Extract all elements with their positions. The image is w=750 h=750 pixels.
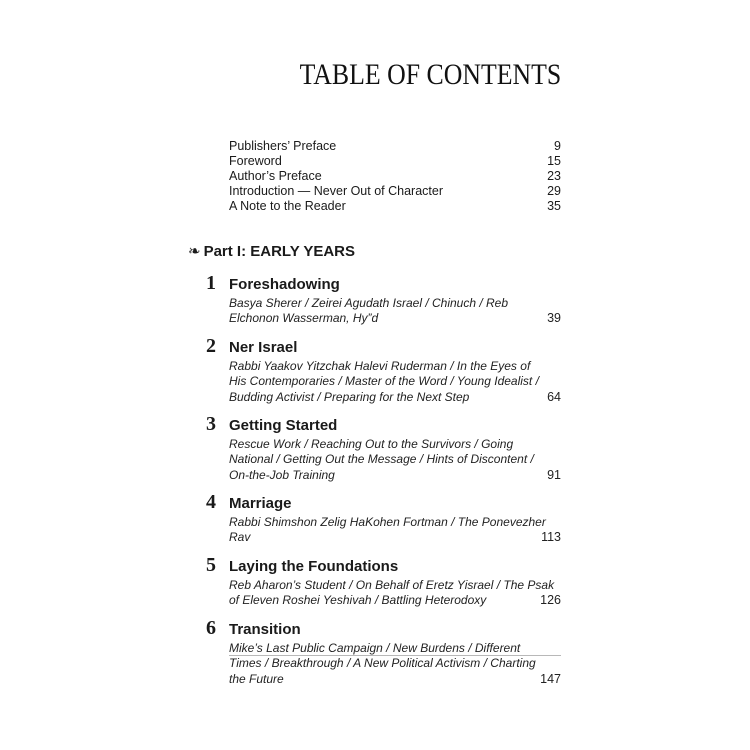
chapter-heading [206,413,561,435]
chapter-heading [206,335,561,357]
entry-page-number: 23 [547,169,561,183]
chapter-entry[interactable] [206,413,561,483]
chapter-description [229,435,561,483]
description-line: Times / Breakthrough / A New Political Activism / Charting [229,656,536,671]
chapter-heading [206,491,561,513]
chapter-entry[interactable] [206,617,561,687]
chapter-number: 1 [206,272,216,294]
chapter-number: 4 [206,491,216,513]
chapter-heading [206,554,561,576]
description-line: Rescue Work / Reaching Out to the Survivors / Going [229,437,514,451]
toc-entry[interactable] [229,184,561,199]
divider-line [229,655,561,656]
description-line: On-the-Job Training [229,467,335,482]
chapter-page-number: 91 [547,467,561,482]
description-line: of Eleven Roshei Yeshivah / Battling Heterodoxy [229,593,487,608]
chapter-title: Getting Started [229,417,338,434]
toc-entry[interactable] [229,139,561,154]
chapter-entry[interactable] [206,491,561,546]
chapter-number: 6 [206,617,216,639]
part-heading-label: Part I: EARLY YEARS [203,242,356,260]
chapter-title: Transition [229,621,301,638]
chapter-heading [206,272,561,294]
description-line: Rabbi Yaakov Yitzchak Halevi Ruderman / In the Eyes of [229,359,531,373]
chapter-description [229,357,561,405]
chapter-entry[interactable] [206,554,561,609]
chapter-page-number: 147 [540,671,561,686]
description-line: the Future [229,671,284,686]
page-title: TABLE OF CONTENTS [299,58,561,91]
chapter-title: Ner Israel [229,339,298,356]
chapter-entry[interactable] [206,335,561,405]
chapter-number: 5 [206,554,216,576]
entry-label: Introduction — Never Out of Character [229,184,443,198]
part-heading [188,242,355,260]
chapter-description [229,294,561,327]
entry-label: Foreword [229,154,282,168]
description-line: Basya Sherer / Zeirei Agudath Israel / Chinuch / Reb [229,296,509,310]
chapter-title: Marriage [229,495,292,512]
chapter-number: 3 [206,413,216,435]
description-line: Elchonon Wasserman, Hy”d [229,311,379,326]
chapter-number: 2 [206,335,216,357]
fleuron-icon: ❧ [188,242,201,260]
chapter-page-number: 39 [547,311,561,326]
front-matter-list [229,139,561,214]
chapter-page-number: 64 [547,389,561,404]
chapter-description [229,639,561,687]
chapter-heading [206,617,561,639]
description-line: Rav [229,530,251,545]
toc-entry[interactable] [229,154,561,169]
chapter-page-number: 113 [541,530,561,545]
chapter-description [229,576,561,609]
chapter-description [229,513,561,546]
toc-entry[interactable] [229,199,561,214]
entry-label: Author’s Preface [229,169,322,183]
description-line: His Contemporaries / Master of the Word / Young Idealist / [229,374,539,389]
toc-entry[interactable] [229,169,561,184]
description-line: Budding Activist / Preparing for the Next Step [229,389,470,404]
chapter-entry[interactable] [206,272,561,327]
chapter-title: Laying the Foundations [229,558,399,575]
entry-label: A Note to the Reader [229,199,346,213]
entry-page-number: 15 [547,154,561,168]
chapter-page-number: 126 [540,593,561,608]
chapter-title: Foreshadowing [229,276,340,293]
entry-label: Publishers’ Preface [229,139,337,153]
description-line: National / Getting Out the Message / Hints of Discontent / [229,452,534,467]
description-line: Mike’s Last Public Campaign / New Burdens / Different [229,641,521,655]
entry-page-number: 29 [547,184,561,198]
entry-page-number: 35 [547,199,561,213]
description-line: Rabbi Shimshon Zelig HaKohen Fortman / The Ponevezher [229,515,546,529]
description-line: Reb Aharon’s Student / On Behalf of Eretz Yisrael / The Psak [229,578,555,592]
entry-page-number: 9 [554,139,561,153]
